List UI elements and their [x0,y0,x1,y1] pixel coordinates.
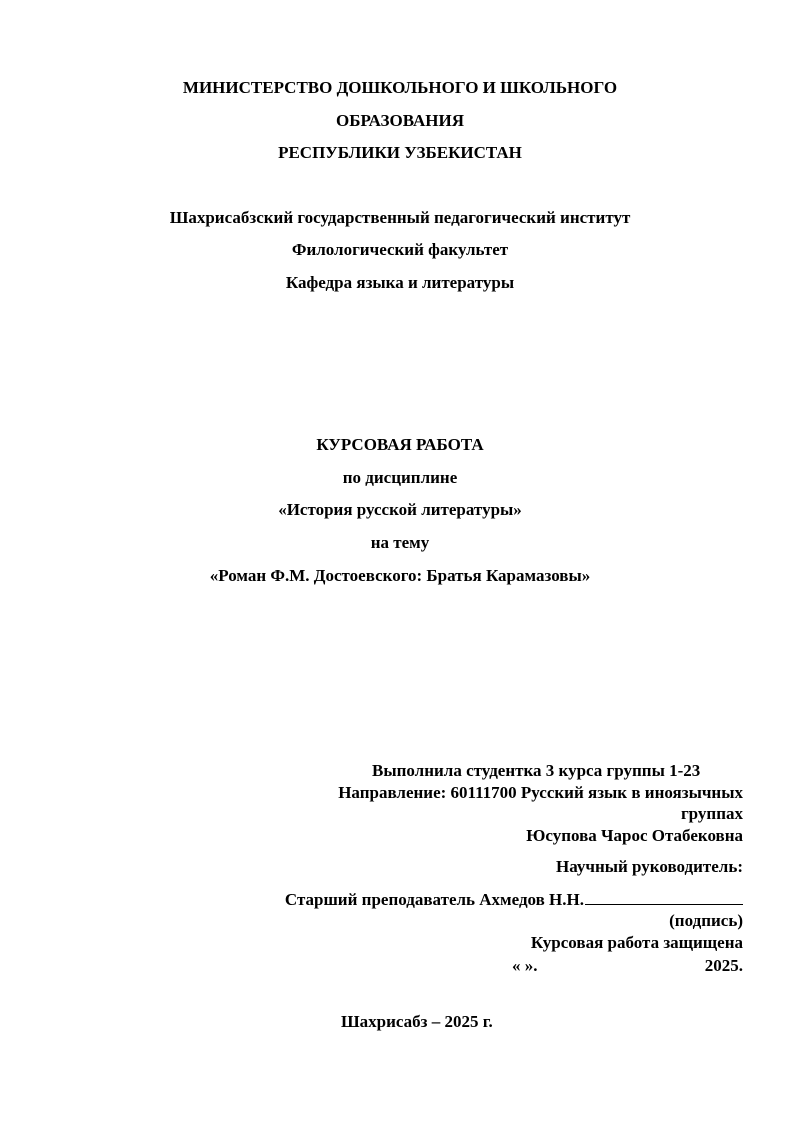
supervisor-label: Научный руководитель: [556,857,743,876]
signature-label: (подпись) [669,911,743,930]
city-year: Шахрисабз – 2025 г. [341,1012,493,1031]
discipline-intro: по дисциплине [342,468,458,487]
topic-name: «Роман Ф.М. Достоевского: Братья Карамазовы» [209,566,591,585]
direction-line-2: группах [680,804,743,823]
department-name: Кафедра языка и литературы [285,273,515,292]
supervisor-line [285,888,743,911]
defense-date: « ». [512,956,538,975]
discipline-name: «История русской литературы» [278,500,522,519]
institution-name: Шахрисабзский государственный педагогический институт [169,208,631,227]
defense-label: Курсовая работа защищена [530,933,743,952]
ministry-line-1: МИНИСТЕРСТВО ДОШКОЛЬНОГО И ШКОЛЬНОГО [182,78,618,97]
supervisor-name: Старший преподаватель Ахмедов Н.Н. [284,890,584,909]
signature-line [585,888,743,905]
author-name: Юсупова Чарос Отабековна [526,826,743,845]
ministry-line-3: РЕСПУБЛИКИ УЗБЕКИСТАН [278,143,522,162]
direction-line-1: Направление: 60111700 Русский язык в иноязычных [338,783,743,802]
author-line: Выполнила студентка 3 курса группы 1-23 [372,761,701,780]
work-type: КУРСОВАЯ РАБОТА [316,435,484,454]
topic-intro: на тему [370,533,430,552]
ministry-line-2: ОБРАЗОВАНИЯ [336,111,464,130]
faculty-name: Филологический факультет [291,240,509,259]
defense-year: 2025. [704,956,743,975]
